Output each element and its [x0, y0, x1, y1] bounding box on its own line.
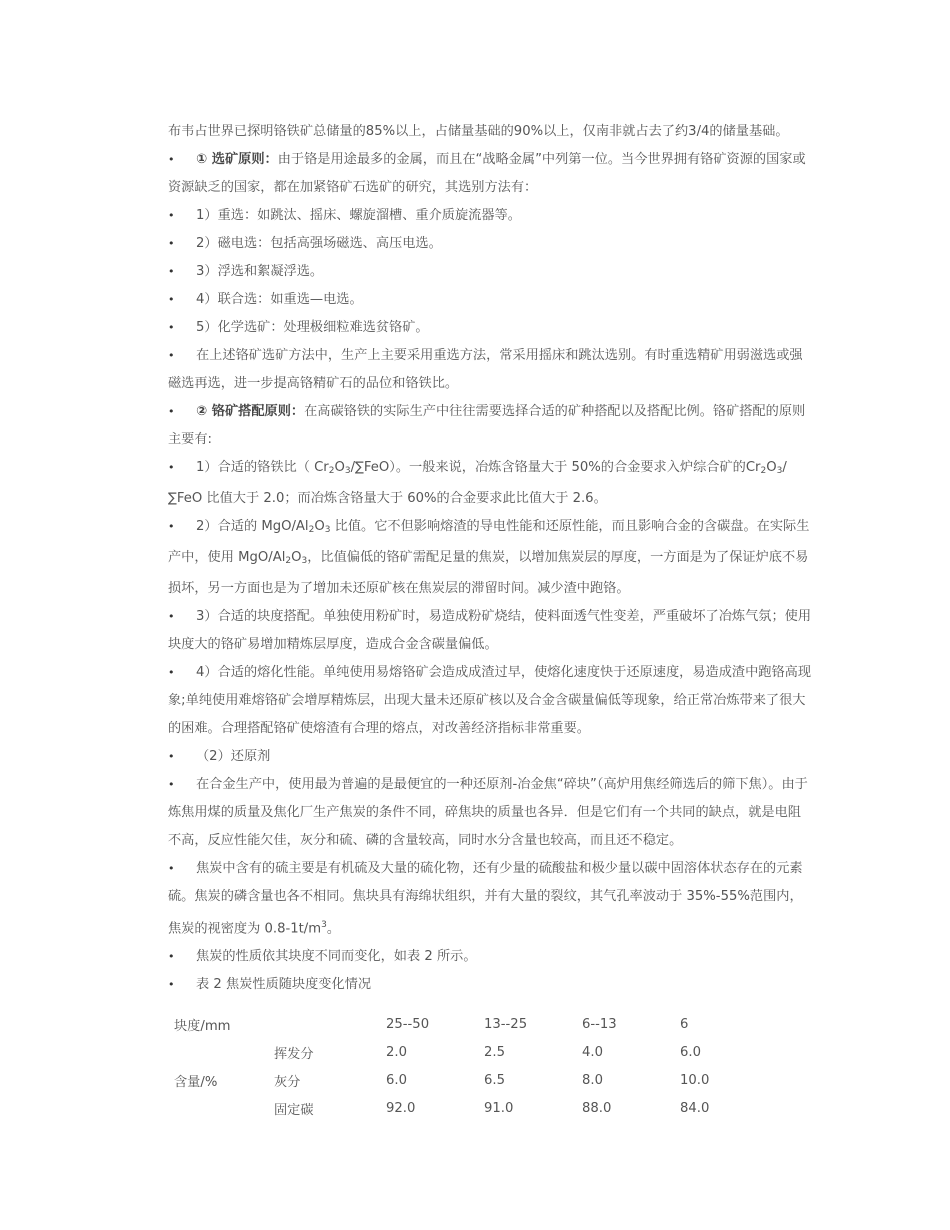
text: 在上述铬矿选矿方法中，生产上主要采用重选方法，常采用摇床和跳汰选别。有时重选精矿用弱滋选或强磁选再选，进一步提高铬精矿石的品位和铬铁比。: [168, 348, 803, 391]
bullet-icon: •: [168, 520, 175, 533]
table-cell: 2.0: [386, 1044, 407, 1060]
table-cell: [274, 1010, 386, 1038]
text: 比值。它不但影响熔渣的导电性能和还原性能，而且影响合金的含碳盘。在实际生产中，使用 MgO/Al: [168, 519, 810, 565]
text: ，比值偏低的铬矿需配足量的焦炭，以增加焦炭层的厚度，一方面是为了保证炉底不易损坏，另一方面也是为了增加未还原矿核在焦炭层的滞留时间。减少渣中跑铬。: [168, 550, 809, 596]
bullet-item: [168, 146, 814, 202]
text: 焦炭中含有的硫主要是有机硫及大量的硫化物，还有少量的硫酸盐和极少量以碳中固溶体状态存在的元素硫。焦炭的磷含量也各不相同。焦块具有海绵状组织，并有大量的裂纹，其气孔率波动于 35%-55%范围内，焦炭的视密度为 0.8-1t/m: [168, 861, 803, 937]
text: 1）合适的铬铁比（ Cr: [196, 460, 329, 475]
table-cell: 6.0: [386, 1072, 407, 1088]
text: O: [334, 460, 345, 475]
superscript: 3: [321, 920, 327, 930]
subscript: 3: [776, 466, 783, 476]
table-group-label: 含量/%: [174, 1074, 218, 1090]
table-cell: 块度/mm: [174, 1018, 231, 1034]
bullet-icon: •: [168, 461, 175, 474]
document-body: [168, 118, 814, 999]
paragraph: [168, 118, 814, 146]
text: 焦炭的性质依其块度不同而变化，如表 2 所示。: [196, 949, 477, 965]
table-row: [168, 1038, 778, 1066]
text: 4）联合选：如重选—电选。: [196, 292, 363, 307]
bullet-icon: •: [168, 265, 175, 278]
table-cell: 8.0: [582, 1072, 603, 1088]
bullet-icon: •: [168, 610, 175, 623]
text: O: [766, 460, 777, 475]
table-cell: 6--13: [582, 1016, 617, 1032]
table-cell: 6.5: [484, 1072, 505, 1088]
text: O: [314, 519, 325, 534]
bullet-item: [168, 603, 814, 659]
bullet-item: [168, 513, 814, 603]
subscript: 3: [344, 466, 351, 476]
bullet-item: [168, 659, 814, 743]
text: 在合金生产中，使用最为普遍的是最便宜的一种还原剂-冶金焦“碎块”（高炉用焦经筛选后的筛下焦）。由于炼焦用煤的质量及焦化厂生产焦炭的条件不同，碎焦块的质量也各异．但是它们有一个共同的缺点，就是电阻不高，反应性能欠佳，灰分和硫、磷的含量较高，同时水分含量也较高，而且还不稳定。: [168, 777, 808, 848]
text: 3）浮选和絮凝浮选。: [196, 264, 324, 279]
table-cell: 84.0: [680, 1100, 710, 1116]
table-cell: 10.0: [680, 1072, 710, 1088]
heading-text: ① 选矿原则：: [196, 152, 278, 167]
bullet-item: [168, 743, 814, 771]
text: 4）合适的熔化性能。单纯使用易熔铬矿会造成成渣过早，使熔化速度快于还原速度，易造成渣中跑铬高现象;单纯使用难熔铬矿会增厚精炼层，出现大量未还原矿核以及合金含碳量偏低等现象，给正常冶炼带来了很大的困难。合理搭配铬矿使熔渣有合理的熔点，对改善经济指标非常重要。: [168, 665, 812, 736]
bullet-item: [168, 202, 814, 230]
subscript: 3: [324, 525, 331, 535]
table-cell: 4.0: [582, 1044, 603, 1060]
bullet-item: [168, 286, 814, 314]
bullet-icon: •: [168, 666, 175, 679]
table-cell: 6: [680, 1016, 689, 1032]
text: 2）合适的 MgO/Al: [196, 519, 309, 534]
text: O: [291, 550, 302, 565]
coke-property-table: [168, 1010, 778, 1122]
table-cell: 92.0: [386, 1100, 416, 1116]
heading-text: ② 铬矿搭配原则：: [196, 404, 305, 419]
table-cell: 13--25: [484, 1016, 528, 1032]
table-cell: 2.5: [484, 1044, 505, 1060]
text: 3）合适的块度搭配。单独使用粉矿时，易造成粉矿烧结，使料面透气性变差，严重破坏了冶炼气氛；使用块度大的铬矿易增加精炼层厚度，造成合金含碳量偏低。: [168, 609, 812, 652]
bullet-icon: •: [168, 950, 175, 964]
bullet-item: [168, 454, 814, 513]
bullet-item: [168, 398, 814, 454]
bullet-item: [168, 971, 814, 999]
text: 1）重选：如跳汰、摇床、螺旋溜槽、重介质旋流器等。: [196, 208, 521, 223]
bullet-item: [168, 771, 814, 855]
text: 2）磁电选：包括高强场磁选、高压电选。: [196, 236, 442, 251]
subscript: 2: [285, 556, 292, 566]
table-caption: 表 2 焦炭性质随块度变化情况: [196, 977, 372, 993]
section-heading: （2）还原剂: [196, 749, 271, 764]
table-cell: 灰分: [274, 1074, 301, 1090]
bullet-icon: •: [168, 293, 175, 306]
bullet-icon: •: [168, 862, 175, 875]
table-cell: 挥发分: [274, 1046, 314, 1062]
text: 。: [326, 921, 341, 937]
text: 布韦占世界已探明铬铁矿总储量的85%以上，占储量基础的90%以上，仅南非就占去了约3/4的储量基础。: [168, 124, 789, 139]
bullet-item: [168, 258, 814, 286]
table-cell: 91.0: [484, 1100, 514, 1116]
bullet-icon: •: [168, 153, 175, 166]
table-cell: 6.0: [680, 1044, 701, 1060]
text: /∑FeO）。一般来说，冶炼含铬量大于 50%的合金要求入炉综合矿的Cr: [350, 460, 761, 475]
bullet-icon: •: [168, 405, 175, 418]
text: /∑FeO 比值大于 2.0；而冶炼含铬量大于 60%的合金要求此比值大于 2.6。: [168, 460, 787, 506]
bullet-item: [168, 855, 814, 943]
bullet-icon: •: [168, 237, 175, 250]
table-cell: 88.0: [582, 1100, 612, 1116]
subscript: 2: [308, 525, 315, 535]
subscript: 2: [760, 466, 767, 476]
text: 5）化学选矿：处理极细粒难选贫铬矿。: [196, 320, 429, 335]
bullet-icon: •: [168, 978, 175, 992]
table-cell: 固定碳: [274, 1102, 314, 1118]
bullet-icon: •: [168, 349, 175, 362]
bullet-icon: •: [168, 209, 175, 222]
bullet-item: [168, 943, 814, 971]
table-header-row: [168, 1010, 778, 1038]
bullet-item: [168, 342, 814, 398]
table-cell: 25--50: [386, 1016, 430, 1032]
subscript: 3: [301, 556, 308, 566]
bullet-icon: •: [168, 778, 175, 791]
bullet-item: [168, 230, 814, 258]
bullet-icon: •: [168, 321, 175, 334]
bullet-item: [168, 314, 814, 342]
bullet-icon: •: [168, 750, 175, 763]
text: 由于铬是用途最多的金属，而且在“战略金属”中列第一位。当今世界拥有铬矿资源的国家或资源缺乏的国家，都在加紧铬矿石选矿的研究，其选别方法有：: [168, 152, 806, 195]
text: 在高碳铬铁的实际生产中往往需要选择合适的矿种搭配以及搭配比例。铬矿搭配的原则主要有:: [168, 404, 806, 447]
subscript: 2: [328, 466, 335, 476]
